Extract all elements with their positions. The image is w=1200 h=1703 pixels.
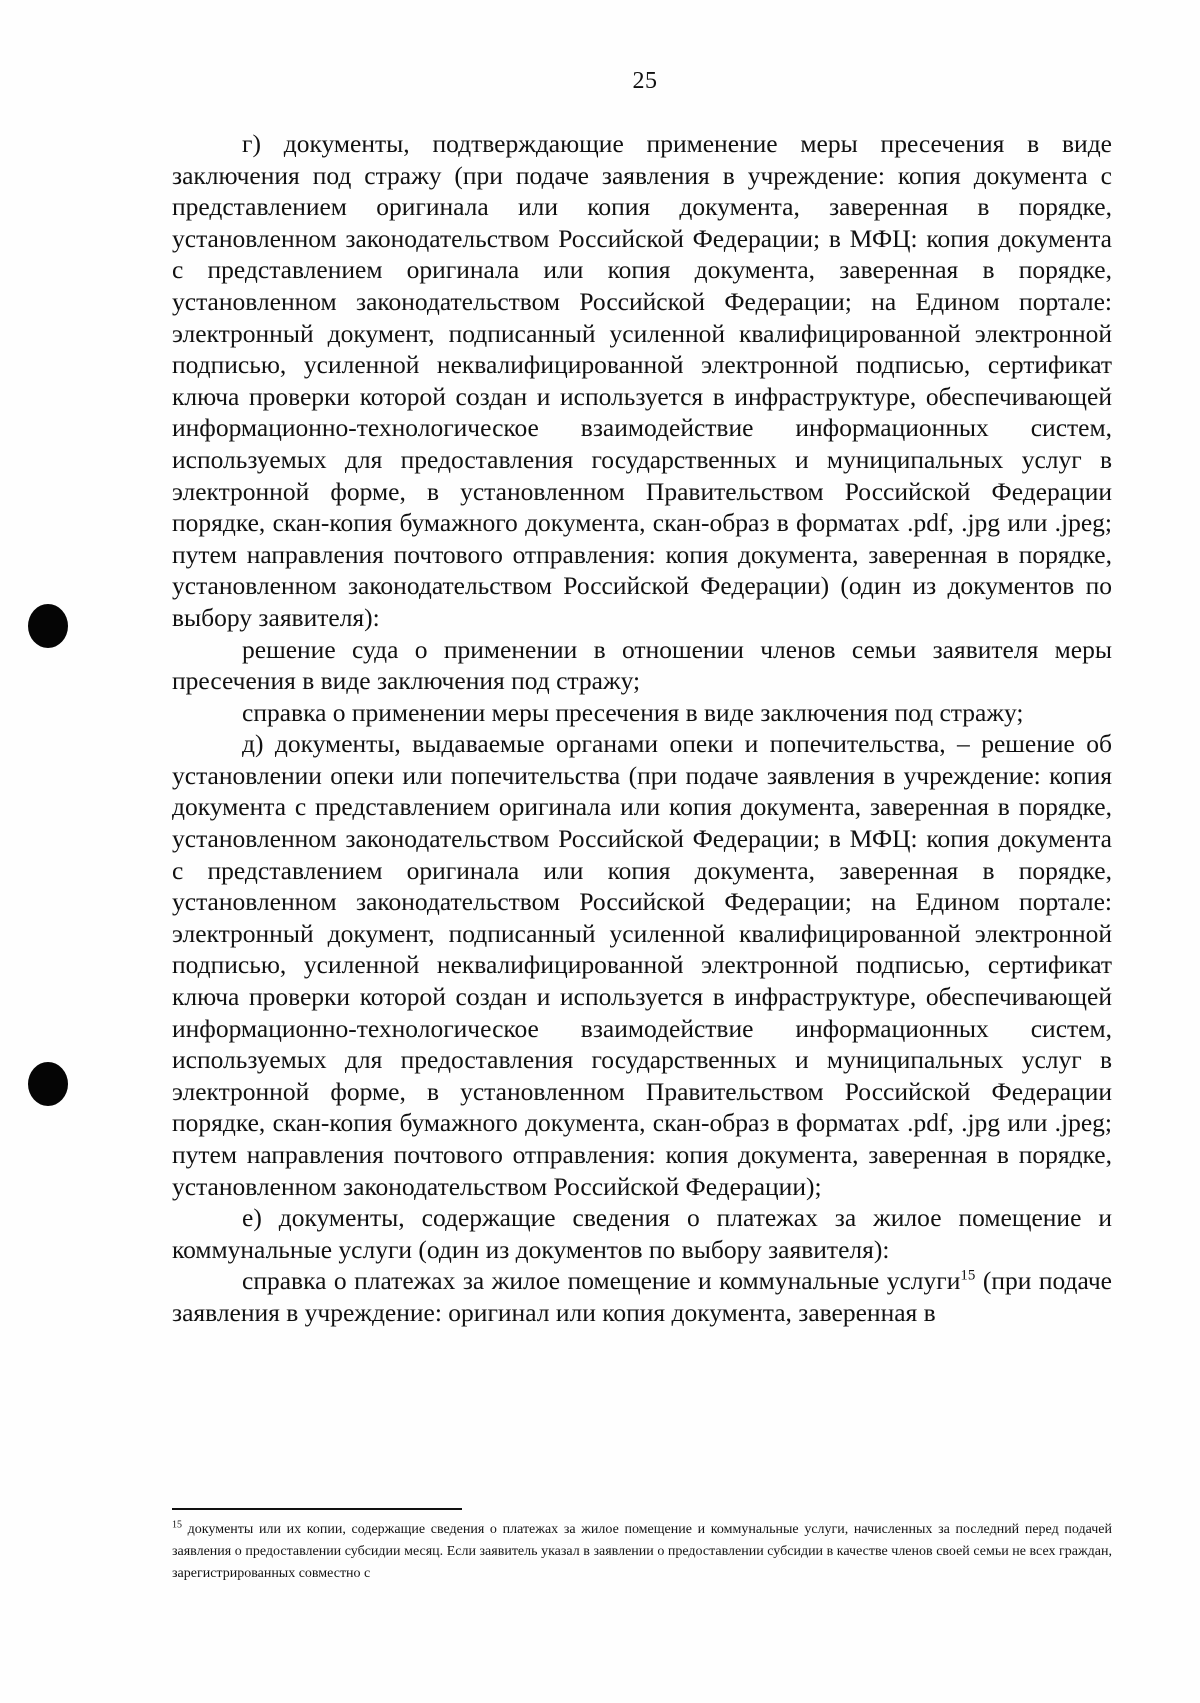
paragraph-e: е) документы, содержащие сведения о платежах за жилое помещение и коммунальные услуги (один из документов по выбору заявителя): (172, 1203, 1112, 1264)
footnote-separator (172, 1508, 462, 1510)
paragraph-payments-certificate (172, 1265, 1112, 1328)
paragraph-court-decision: решение суда о применении в отношении членов семьи заявителя меры пресечения в виде заключения под стражу; (172, 634, 1112, 696)
paragraph-detention-certificate: справка о применении меры пресечения в виде заключения под стражу; (242, 697, 1024, 727)
payments-text-after: (при подаче заявления в учреждение: оригинал или копия документа, заверенная в (172, 1266, 1112, 1327)
paragraph-d: д) документы, выдаваемые органами опеки и попечительства, – решение об установлении опеки или попечительства (при подаче заявления в учреждение: копия документа с представлением оригинала или копия документа, заверенная в порядке, установленном законодательством Российской Федерации; в МФЦ: копия документа с представлением оригинала или копия документа, заверенная в порядке, установленном законодательством Российской Федерации; на Едином портале: электронный документ, подписанный усиленной квалифицированной электронной подписью, усиленной неквалифицированной электронной подписью, сертификат ключа проверки которой создан и используется в инфраструктуре, обеспечивающей информационно-технологическое взаимодействие информационных систем, используемых для предоставления государственных и муниципальных услуг в электронной форме, в установленном Правительством Российской Федерации порядке, скан-копия бумажного документа, скан-образ в форматах .pdf, .jpg или .jpeg; путем направления почтового отправления: копия документа, заверенная в порядке, установленном законодательством Российской Федерации); (172, 729, 1112, 1201)
footnote-text: документы или их копии, содержащие сведения о платежах за жилое помещение и коммунальные услуги, начисленных за последний перед подачей заявления о предоставлении субсидии месяц. Если заявитель указал в заявлении о предоставлении субсидии в качестве членов своей семьи не всех граждан, зарегистрированных совместно с (172, 1522, 1112, 1581)
binder-hole (28, 1062, 68, 1106)
page-number: 25 (632, 68, 658, 94)
footnote-mark: 15 (172, 1519, 182, 1531)
paragraph-g: г) документы, подтверждающие применение меры пресечения в виде заключения под стражу (при подаче заявления в учреждение: копия документа с представлением оригинала или копия документа, заверенная в порядке, установленном законодательством Российской Федерации; в МФЦ: копия документа с представлением оригинала или копия документа, заверенная в порядке, установленном законодательством Российской Федерации; на Едином портале: электронный документ, подписанный усиленной квалифицированной электронной подписью, усиленной неквалифицированной электронной подписью, сертификат ключа проверки которой создан и используется в инфраструктуре, обеспечивающей информационно-технологическое взаимодействие информационных систем, используемых для предоставления государственных и муниципальных услуг в электронной форме, в установленном Правительством Российской Федерации порядке, скан-копия бумажного документа, скан-образ в форматах .pdf, .jpg или .jpeg; путем направления почтового отправления: копия документа, заверенная в порядке, установленном законодательством Российской Федерации) (один из документов по выбору заявителя): (172, 129, 1112, 632)
binder-hole (28, 604, 68, 648)
body-text (172, 128, 1112, 1329)
footnote-reference: 15 (960, 1267, 976, 1284)
payments-text-before: справка о платежах за жилое помещение и коммунальные услуги (242, 1266, 961, 1296)
footnote (172, 1519, 1112, 1585)
